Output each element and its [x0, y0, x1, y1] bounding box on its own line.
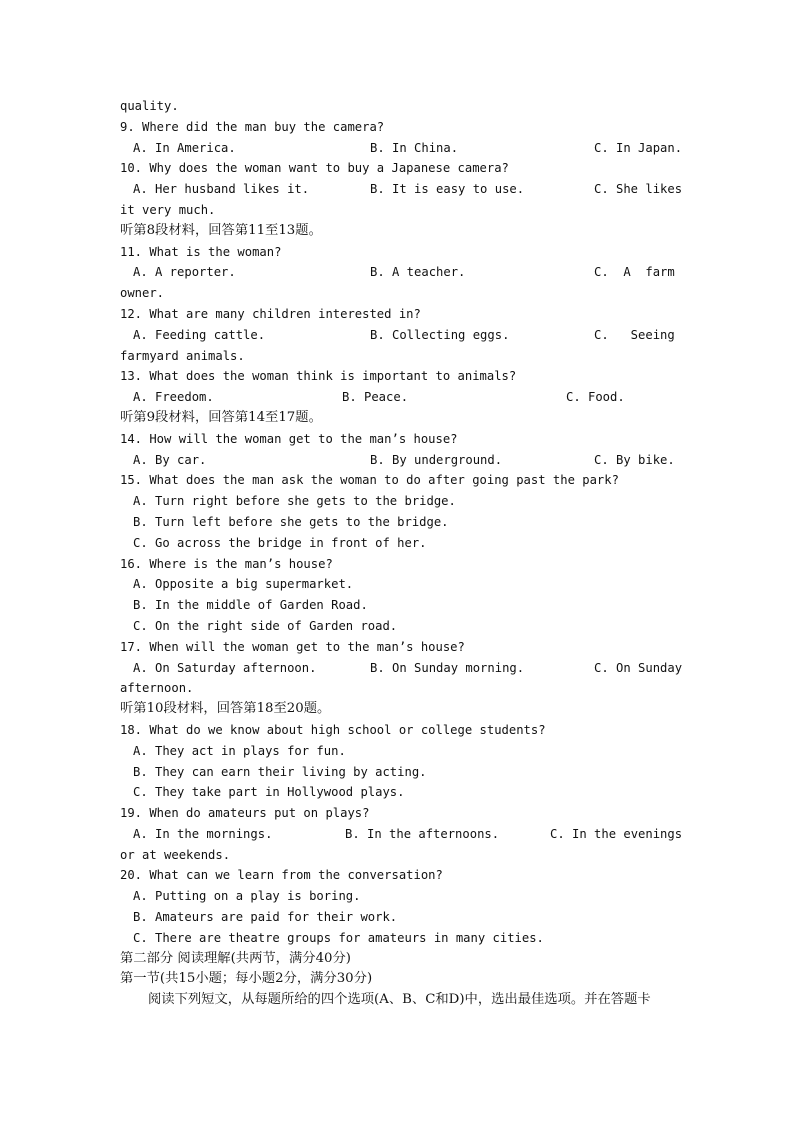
options-row — [120, 450, 675, 471]
answer-option-a: A. By car. — [133, 452, 207, 467]
answer-option: B. In the middle of Garden Road. — [133, 598, 368, 613]
answer-option-b: B. On Sunday morning. — [370, 660, 525, 675]
text-line: 17. When will the woman get to the man’s house? — [120, 639, 465, 654]
answer-option-a: A. In the mornings. — [133, 826, 273, 841]
answer-option-b: B. It is easy to use. — [370, 182, 525, 197]
section-heading: 第二部分 阅读理解(共两节，满分40分) — [120, 950, 351, 966]
answer-option: A. Turn right before she gets to the bridge. — [133, 494, 456, 509]
answer-option-b: B. Peace. — [342, 390, 409, 405]
answer-option: C. They take part in Hollywood plays. — [133, 785, 405, 800]
answer-option-c: C. In Japan. — [594, 140, 683, 155]
answer-option: B. They can earn their living by acting. — [133, 764, 427, 779]
text-line: 9. Where did the man buy the camera? — [120, 119, 385, 134]
answer-option-a: A. Feeding cattle. — [133, 327, 266, 342]
options-row — [120, 325, 675, 346]
answer-option: C. Go across the bridge in front of her. — [133, 535, 427, 550]
answer-option: A. Opposite a big supermarket. — [133, 577, 354, 592]
answer-option: A. Putting on a play is boring. — [133, 889, 361, 904]
answer-option-b: B. In the afternoons. — [345, 826, 500, 841]
text-line: or at weekends. — [120, 847, 231, 862]
answer-option-b: B. A teacher. — [370, 265, 466, 280]
text-line: 14. How will the woman get to the man’s house? — [120, 431, 458, 446]
text-line: 13. What does the woman think is important to animals? — [120, 369, 517, 384]
answer-option-c: C. In the evenings — [550, 826, 683, 841]
instruction-paragraph: 阅读下列短文，从每题所给的四个选项(A、B、C和D)中，选出最佳选项。并在答题卡 — [148, 992, 651, 1008]
text-line: 16. Where is the man’s house? — [120, 556, 333, 571]
text-line: it very much. — [120, 202, 216, 217]
answer-option: B. Turn left before she gets to the bridge. — [133, 514, 449, 529]
answer-option-a: A. Her husband likes it. — [133, 182, 310, 197]
text-line: quality. — [120, 99, 179, 113]
options-row — [120, 262, 675, 283]
text-line: afternoon. — [120, 681, 194, 696]
text-line: 19. When do amateurs put on plays? — [120, 806, 370, 821]
text-line: 12. What are many children interested in? — [120, 306, 421, 321]
document-page — [120, 96, 683, 1011]
section-heading: 第一节(共15小题；每小题2分，满分30分) — [120, 971, 373, 987]
answer-option-c: C. By bike. — [594, 452, 675, 467]
options-row — [120, 138, 683, 159]
answer-option-a: A. In America. — [133, 140, 236, 155]
answer-option: C. On the right side of Garden road. — [133, 618, 398, 633]
text-line: 11. What is the woman? — [120, 244, 282, 259]
text-line: farmyard animals. — [120, 348, 245, 363]
text-line: 20. What can we learn from the conversation? — [120, 868, 443, 883]
text-line: owner. — [120, 286, 165, 301]
text-line: 15. What does the man ask the woman to do after going past the park? — [120, 473, 619, 488]
options-row — [120, 179, 683, 200]
answer-option-c: C. On Sunday — [594, 660, 683, 675]
text-line: 10. Why does the woman want to buy a Japanese camera? — [120, 161, 509, 176]
section-heading: 听第8段材料，回答第11至13题。 — [120, 222, 322, 238]
answer-option: A. They act in plays for fun. — [133, 743, 346, 758]
answer-option-a: A. A reporter. — [133, 265, 236, 280]
answer-option-c: C. A farm — [594, 265, 675, 280]
answer-option-c: C. Seeing — [594, 327, 675, 342]
answer-option: B. Amateurs are paid for their work. — [133, 910, 398, 925]
options-row — [120, 658, 683, 679]
answer-option-a: A. On Saturday afternoon. — [133, 660, 317, 675]
answer-option-b: B. Collecting eggs. — [370, 327, 510, 342]
answer-option-c: C. She likes — [594, 182, 683, 197]
answer-option-a: A. Freedom. — [133, 390, 214, 405]
section-heading: 听第9段材料，回答第14至17题。 — [120, 409, 322, 425]
options-row — [120, 387, 675, 408]
answer-option-c: C. Food. — [566, 390, 625, 405]
answer-option: C. There are theatre groups for amateurs in many cities. — [133, 930, 544, 945]
options-row — [120, 824, 683, 845]
text-line: 18. What do we know about high school or college students? — [120, 722, 546, 737]
answer-option-b: B. In China. — [370, 140, 459, 155]
section-heading: 听第10段材料，回答第18至20题。 — [120, 701, 331, 717]
answer-option-b: B. By underground. — [370, 452, 503, 467]
